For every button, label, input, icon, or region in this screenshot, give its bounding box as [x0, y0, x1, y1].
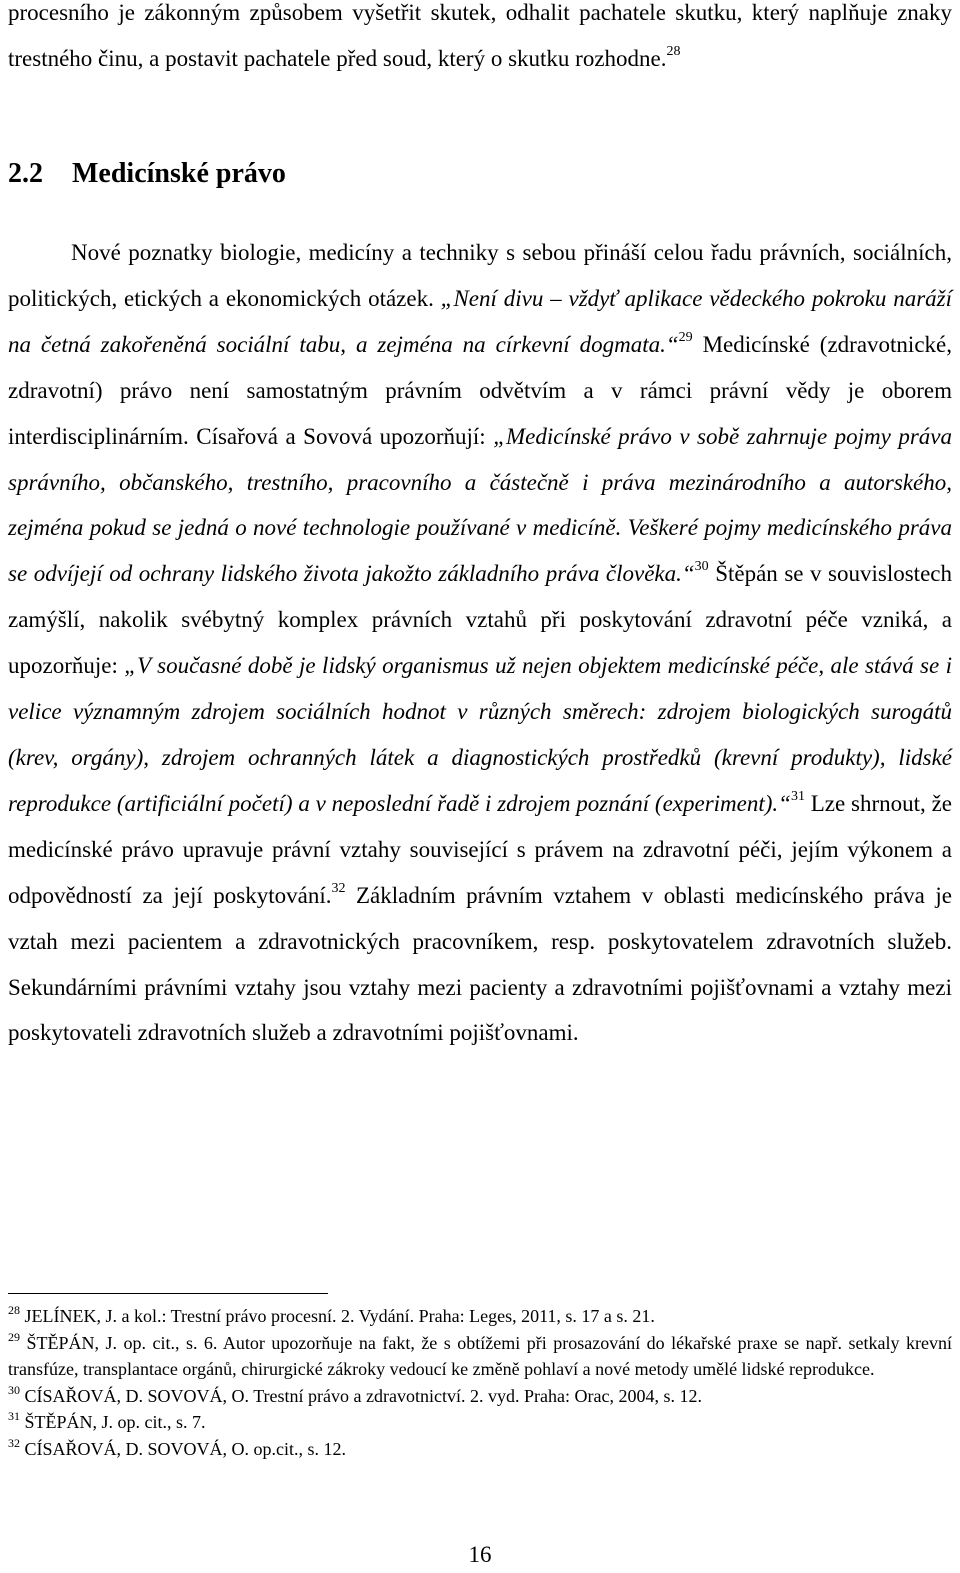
footnote-number: 31	[8, 1409, 20, 1423]
footnote-separator	[8, 1293, 328, 1294]
footnote-text: ŠTĚPÁN, J. op. cit., s. 6. Autor upozorňuje na fakt, že s obtížemi při prosazování do lékařské praxe se např. setkaly krevní transfúze, transplantace orgánů, chirurgické zákroky vedoucí ke změně pohlaví a nové metody umělé lidské reprodukce.	[8, 1332, 952, 1379]
section-heading	[8, 154, 286, 194]
sentence-1: Nové poznatky biologie, medicíny a techniky s sebou přináší celou řadu právních, sociálních, politických, etických a ekonomických otázek.	[8, 240, 952, 311]
footnote-28	[8, 1303, 952, 1330]
footnote-ref-28: 28	[666, 43, 681, 59]
sentence-3: Štěpán se v souvislostech zamýšlí, nakolik svébytný komplex právních vztahů při poskytování zdravotní péče vzniká, a upozorňuje:	[8, 561, 952, 679]
footnote-ref-29: 29	[678, 329, 693, 345]
page-number: 16	[468, 1542, 492, 1567]
footnote-29	[8, 1330, 952, 1383]
sentence-5: Základním právním vztahem v oblasti medicínského práva je vztah mezi pacientem a zdravotnických pracovníkem, resp. poskytovatelem zdravotních služeb. Sekundárními právními vztahy jsou vztahy mezi pacienty a zdravotními pojišťovnami a vztahy mezi poskytovateli zdravotních služeb a zdravotními pojišťovnami.	[8, 882, 952, 1046]
quote-2: „Medicínské právo v sobě zahrnuje pojmy práva správního, občanského, trestního, pracovního a částečně i práva mezinárodního a autorského, zejména pokud se jedná o nové technologie používané v medicíně. Veškeré pojmy medicínského práva se odvíjejí od ochrany lidského života jakožto základního práva člověka.“	[8, 423, 952, 587]
footnote-ref-32: 32	[331, 880, 346, 896]
main-paragraph	[8, 230, 952, 1056]
section-title: Medicínské právo	[72, 158, 286, 189]
quote-1: „Není divu – vždyť aplikace vědeckého pokroku naráží na četná zakořeněná sociální tabu, a zejména na církevní dogmata.“	[8, 285, 953, 357]
footnote-text: JELÍNEK, J. a kol.: Trestní právo procesní. 2. Vydání. Praha: Leges, 2011, s. 17 a s. 21.	[20, 1306, 655, 1326]
footnote-number: 28	[8, 1303, 20, 1317]
footnote-31	[8, 1409, 952, 1436]
intro-paragraph	[8, 0, 952, 82]
footnote-number: 30	[8, 1382, 20, 1397]
sentence-4: Lze shrnout, že medicínské právo upravuje právní vztahy související s právem na zdravotní péči, jejím výkonem a odpovědností za její poskytování.	[8, 790, 952, 908]
footnote-number: 29	[8, 1329, 20, 1344]
sentence-2: Medicínské (zdravotnické, zdravotní) právo není samostatným právním odvětvím a v rámci právní vědy je oborem interdisciplinárním. Císařová a Sovová upozorňují:	[8, 331, 952, 449]
footnote-ref-30: 30	[694, 559, 709, 575]
footnote-30	[8, 1383, 952, 1410]
section-number: 2.2	[8, 158, 43, 189]
footnotes	[8, 1303, 952, 1462]
intro-text: procesního je zákonným způsobem vyšetřit skutek, odhalit pachatele skutku, který naplňuje znaky trestného činu, a postavit pachatele před soud, který o skutku rozhodne.	[8, 0, 952, 71]
footnote-text: CÍSAŘOVÁ, D. SOVOVÁ, O. op.cit., s. 12.	[20, 1438, 347, 1459]
footnote-ref-31: 31	[790, 788, 805, 804]
footnote-text: ŠTĚPÁN, J. op. cit., s. 7.	[20, 1412, 206, 1432]
quote-3: „V současné době je lidský organismus už nejen objektem medicínské péče, ale stává se i velice významným zdrojem sociálních hodnot v různých směrech: zdrojem biologických surogátů (krev, orgány), zdrojem ochranných látek a diagnostických prostředků (krevní produkty), lidské reprodukce (artificiální početí) a v neposlední řadě i zdrojem poznání (experiment).“	[8, 653, 953, 816]
footnote-number: 32	[8, 1435, 20, 1450]
footnote-text: CÍSAŘOVÁ, D. SOVOVÁ, O. Trestní právo a zdravotnictví. 2. vyd. Praha: Orac, 2004, s. 12.	[20, 1385, 702, 1406]
footnote-32	[8, 1436, 952, 1463]
